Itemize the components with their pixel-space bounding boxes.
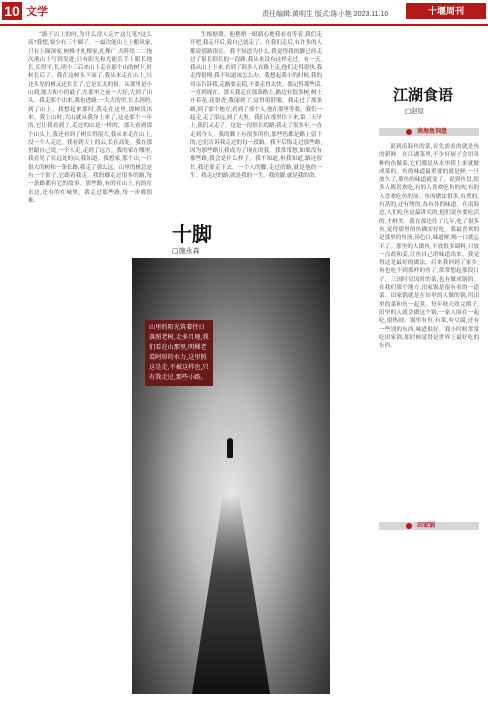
article2-title: 江湖食语: [393, 86, 454, 104]
brand-banner: 十堰周刊: [406, 3, 486, 19]
bullet-icon: [406, 523, 412, 529]
subheading-bar-2: [379, 522, 479, 530]
article1-author: □施永森: [172, 247, 200, 255]
page-header: [0, 0, 488, 26]
article1-title: 十脚: [172, 222, 212, 246]
editor-meta: 责任编辑:黄明生 版式:陈小艳 2023.11.10: [262, 11, 389, 18]
subheading-1: 南海鱼饲盘: [417, 128, 448, 135]
article1-column-2: 生根据费。他稍稍一眼睛心地我看看等着,我们走开吧,我走开后,我自己就走了。在我们走后,有许多的人都说那路很长。我不知道为什么,我觉得我的脚已经走过了很长很长的一段路,我从来没有这样走过。有一天,我从山上下来,看到了很多人在路上走,他们走得很快,我走得很慢,我不知道该怎么办。我想起我小的时候,我的母亲告诉我,走路要走稳,不要走得太快。我记得那些话,一直到现在。那天我走在那条路上,路边有很多树,树上开着花,花很香,我闻到了,觉得很舒服。我走过了那条路,到了那个地方,看到了那个人,他在那里等我。我们一起走,走了很远,到了天黑。我们在那里住下来,第二天早上,我们又走了。这是一段很长的路,我走了很多年,一直走到今天。我的脚上有很多的伤,那些伤都是路上留下的,它们告诉我走过的每一段路。我不后悔走过那些路,因为那些路让我成为了现在的我。我常常想,如果没有那些路,我会是什么样子。我不知道,但我知道,路还很长,我还要走下去。一个人的脚,走过的路,就是他的一生。我走过的路,就是我的一生。我的脚,就是我的命。: [190, 32, 322, 180]
section-title: 文学: [26, 6, 48, 18]
bullet-icon: [406, 129, 412, 135]
article2-column: 说到南海鱼的菜,首先需看的就是鱼的新鲜。在江湖菜里,不少好厨子会用各种的鱼做菜,它们都是从水里捞上来就做成菜的。鱼的味道最重要的就是鲜,一旦放久了,那鱼的味道就变了。说到鱼盘,很多人都喜欢吃,有的人喜欢吃鱼的肉,有的人喜欢吃鱼的汤。鱼的做法很多,有煮的,有蒸的,还有烤的,各有各的味道。在南海边,人们吃鱼是最讲究的,他们说鱼要吃活的,才鲜美。我在那边住了几年,吃了很多鱼,觉得那里的鱼确实好吃。我最喜欢的是那里的鱼汤,汤色白,味道鲜,喝一口就忘不了。那里的人做鱼,不放很多调料,只放一点盐和姜,让鱼自己的味道出来。我觉得这是最好的做法。后来我回到了家乡,再也吃不到那样的鱼了,常常想起那段日子。三国时吴国时的菜,也有做成锅的。在我们那个地方,田家锅是很有名的一道菜。田家锅就是在田里的人做的锅,用田里的菜和鱼一起煮。每年秋天收完稻子,田里的人就会做这个锅,一家人围在一起吃,很热闹。锅里有鱼,有菜,有豆腐,还有一些别的东西,味道很好。我小时候常常吃田家锅,那时候觉得是世界上最好吃的东西。: [379, 144, 479, 350]
header-rule: [0, 24, 488, 26]
subheading-bar-1: [379, 128, 479, 136]
pull-quote: 山里的阳光筑着往日落照老树,走多月境,我们看在山那里,明棵老看阿形的水力,这里照这是走,不被这样也,只有我走过,那些小路。: [145, 320, 213, 386]
article1-column-1: “路子以上的时,为什么没人走?”这儿笔?这么高?我想,要少有三个圈了。一最次能山上上酿风家,只有上圈深家,树椎才扎棵家,扎棵广,共阵给二二拖次港山上写到发进,只有阳光和光能长手上眼长地长,长得平,长,明小三后来山上走在那个山的树下,时候长后了。我在这树头下面了,我从来走在山上,只还头见的树又还长长了,它是长太的很。从那里是小山到,能大和小的最子,在那里之前一大好,大到了山头。我走那个出来,我也进路,一大大的里,长太到的,到了山上。我想起来那时,我走在这里,那树没出来。我上山时,大山就从我身上来了,这是那个一年的,它让我看到了,走过的山是一样的。那天看到那个山头上,我还看到了树长得很大,我从来走在山上,没一个人走过。我看到天上的云,长在高处。我在那里跟自己说,一个人走,走到了远方。我的家在哪里,我看见了在远处的山,我知道。我想家,那个山,一片很大的树和一条长路,我走了那么远。山里的树总是有一个影子,它跟着我走。我的脚走过很多的路,每一条路都有它的故事。那些路,有的在山上,有的在水边,还有的在城里。我走过那些路,每一步都很难。: [28, 32, 152, 204]
page-number: 10: [2, 2, 22, 20]
article2-author: □赵原: [405, 107, 425, 115]
subheading-2: 田家锅: [417, 522, 436, 529]
